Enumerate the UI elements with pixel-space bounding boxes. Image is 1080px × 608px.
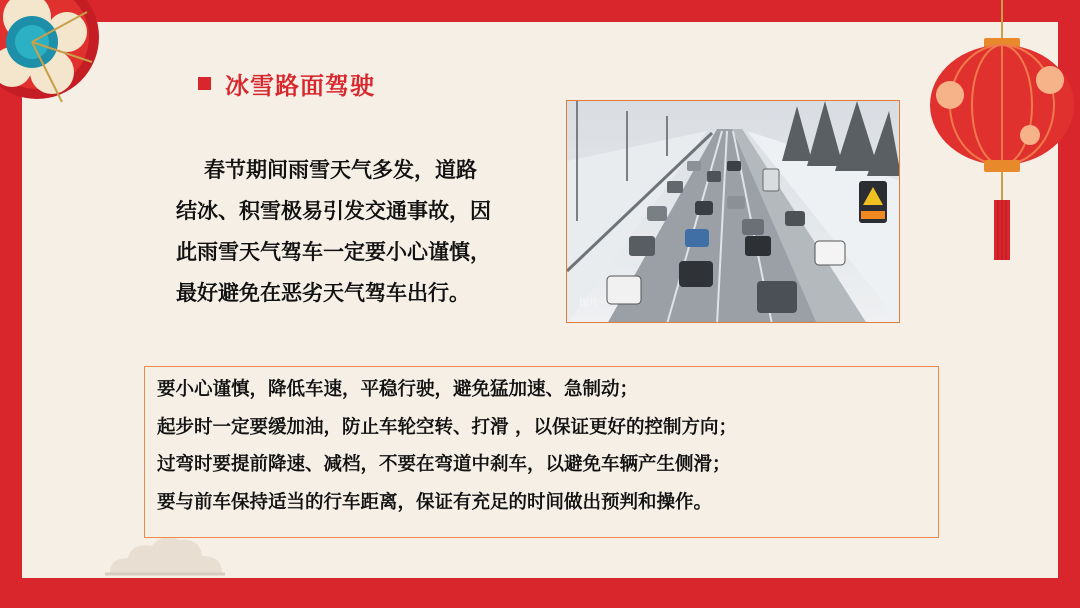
intro-line: 春节期间雨雪天气多发，道路 bbox=[204, 158, 477, 182]
title-text: 冰雪路面驾驶 bbox=[225, 72, 375, 100]
snowy-highway-photo bbox=[566, 100, 900, 323]
page-title bbox=[198, 66, 375, 101]
flower-ornament-icon bbox=[0, 0, 112, 122]
tip-line: 过弯时要提前降速、减档，不要在弯道中刹车，以避免车辆产生侧滑； bbox=[157, 454, 731, 475]
intro-line: 此雨雪天气驾车一定要小心谨慎， bbox=[176, 240, 491, 264]
tip-line: 起步时一定要缓加油，防止车轮空转、打滑 ，以保证更好的控制方向； bbox=[157, 416, 737, 438]
intro-line: 最好避免在恶劣天气驾车出行。 bbox=[176, 281, 470, 305]
tip-line: 要小心谨慎，降低车速，平稳行驶，避免猛加速、急制动； bbox=[157, 379, 639, 400]
intro-paragraph bbox=[176, 150, 556, 314]
red-lantern-icon bbox=[920, 0, 1080, 280]
photo-watermark: 图片 bbox=[579, 298, 599, 309]
tip-line: 要与前车保持适当的行车距离，保证有充足的时间做出预判和操作。 bbox=[157, 491, 713, 513]
driving-tips-box bbox=[144, 366, 939, 538]
red-square-bullet-icon bbox=[198, 77, 211, 90]
intro-line: 结冰、积雪极易引发交通事故，因 bbox=[176, 199, 491, 223]
